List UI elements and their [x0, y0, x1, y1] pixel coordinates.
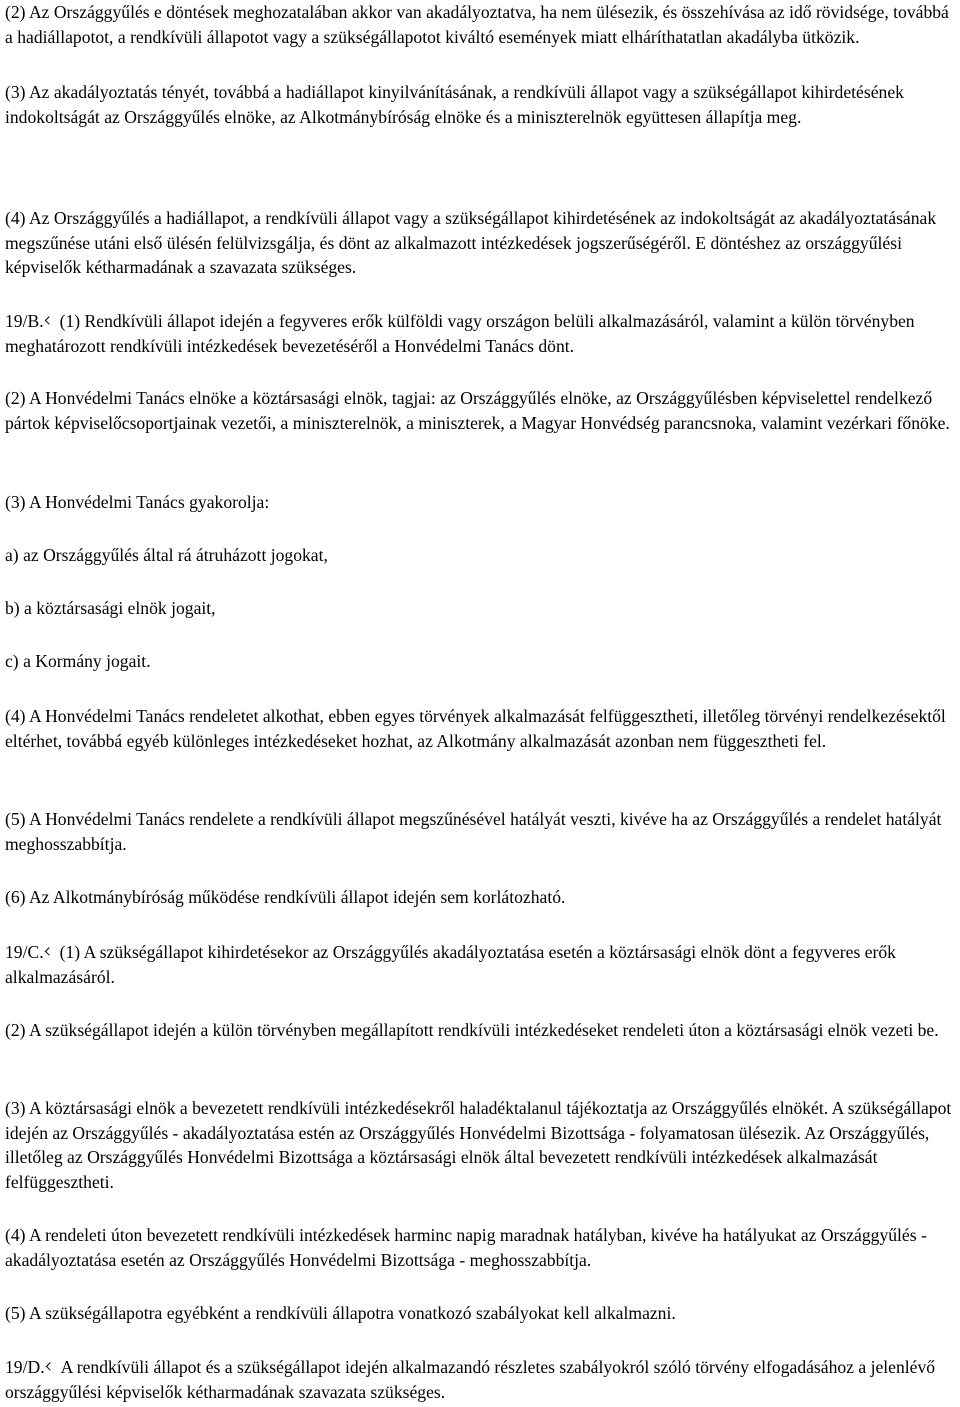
paragraph-text: (5) A szükségállapotra egyébként a rendkívüli állapotra vonatkozó szabályokat kell alkalmazni. [5, 1303, 676, 1323]
paragraph-text: (4) Az Országgyűlés a hadiállapot, a rendkívüli állapot vagy a szükségállapot kihirdetésének az indokoltságát az akadályoztatásának megszűnése utáni első ülésén felülvizsgálja, és dönt az alkalmazott intézkedések jogszerűségéről. E döntéshez az országgyűlési képviselők kétharmadának a szavazata szükséges. [5, 208, 937, 277]
section-number: 19/B. [5, 311, 44, 331]
paragraph-19b-4 [5, 704, 956, 753]
section-marker-icon [46, 316, 52, 326]
paragraph-text: (2) A szükségállapot idején a külön törvényben megállapított rendkívüli intézkedéseket rendeleti úton a köztársasági elnök vezeti be. [5, 1020, 939, 1040]
list-item-b [5, 596, 956, 621]
section-marker-icon [47, 1362, 53, 1372]
paragraph-19a-3 [5, 80, 956, 129]
paragraph-text: (4) A Honvédelmi Tanács rendeletet alkothat, ebben egyes törvények alkalmazását felfüggesztheti, illetőleg törvényi rendelkezésektől eltérhet, továbbá egyéb különleges intézkedéseket hozhat, az Alkotmány alkalmazását azonban nem függesztheti fel. [5, 706, 946, 751]
paragraph-text: (2) A Honvédelmi Tanács elnöke a köztársasági elnök, tagjai: az Országgyűlés elnöke, az Országgyűlésben képviselettel rendelkező pártok képviselőcsoportjainak vezetői, a miniszterelnök, a miniszterek, a Magyar Honvédség parancsnoka, valamint vezérkari főnöke. [5, 388, 950, 433]
paragraph-text: (3) A köztársasági elnök a bevezetett rendkívüli intézkedésekről haladéktalanul tájékoztatja az Országgyűlés elnökét. A szükségállapot idején az Országgyűlés - akadályoztatása estén az Országgyűlés Honvédelmi Bizottsága - folyamatosan ülésezik. Az Országgyűlés, illetőleg az Országgyűlés Honvédelmi Bizottsága a köztársasági elnök által bevezetett rendkívüli intézkedések alkalmazását felfüggesztheti. [5, 1098, 952, 1192]
paragraph-19a-2 [5, 0, 956, 49]
list-item-a [5, 543, 956, 568]
paragraph-text: (4) A rendeleti úton bevezetett rendkívüli intézkedések harminc napig maradnak hatályban, kivéve ha hatályukat az Országgyűlés - akadályoztatása esetén az Országgyűlés Honvédelmi Bizottsága - meghosszabbítja. [5, 1225, 927, 1270]
section-marker-icon [46, 947, 52, 957]
paragraph-text: (2) Az Országgyűlés e döntések meghozatalában akkor van akadályoztatva, ha nem ülésezik, és összehívása az idő rövidsége, továbbá a hadiállapotot, a rendkívüli állapotot vagy a szükségállapotot kiváltó események miatt elháríthatatlan akadályba ütközik. [5, 2, 949, 47]
paragraph-text: A rendkívüli állapot és a szükségállapot idején alkalmazandó részletes szabályokról szóló törvény elfogadásához a jelenlévő országgyűlési képviselők kétharmadának szavazata szükséges. [5, 1357, 936, 1402]
paragraph-19c-2 [5, 1018, 956, 1043]
list-item-c [5, 649, 956, 674]
paragraph-19c-4 [5, 1223, 956, 1272]
paragraph-19b-3 [5, 490, 956, 515]
paragraph-19b-6 [5, 885, 956, 910]
paragraph-text: b) a köztársasági elnök jogait, [5, 598, 216, 618]
paragraph-text: (3) Az akadályoztatás tényét, továbbá a hadiállapot kinyilvánításának, a rendkívüli állapot vagy a szükségállapot kihirdetésének indokoltságát az Országgyűlés elnöke, az Alkotmánybíróság elnöke és a miniszterelnök együttesen állapítja meg. [5, 82, 904, 127]
paragraph-text: (1) A szükségállapot kihirdetésekor az Országgyűlés akadályoztatása esetén a köztársasági elnök dönt a fegyveres erők alkalmazásáról. [5, 942, 896, 987]
paragraph-19a-4 [5, 206, 956, 280]
paragraph-text: (5) A Honvédelmi Tanács rendelete a rendkívüli állapot megszűnésével hatályát veszti, kivéve ha az Országgyűlés a rendelet hatályát meghosszabbítja. [5, 809, 942, 854]
paragraph-text: (3) A Honvédelmi Tanács gyakorolja: [5, 492, 270, 512]
paragraph-19b-1 [5, 309, 956, 358]
paragraph-text: c) a Kormány jogait. [5, 651, 151, 671]
paragraph-19c-5 [5, 1301, 956, 1326]
section-number: 19/C. [5, 942, 44, 962]
section-number: 19/D. [5, 1357, 45, 1377]
paragraph-19b-2 [5, 386, 956, 435]
paragraph-text: (6) Az Alkotmánybíróság működése rendkívüli állapot idején sem korlátozható. [5, 887, 566, 907]
paragraph-text: a) az Országgyűlés által rá átruházott jogokat, [5, 545, 328, 565]
paragraph-19c-1 [5, 940, 956, 989]
paragraph-19b-5 [5, 807, 956, 856]
paragraph-19d [5, 1355, 956, 1404]
paragraph-text: (1) Rendkívüli állapot idején a fegyveres erők külföldi vagy országon belüli alkalmazásáról, valamint a külön törvényben meghatározott rendkívüli intézkedések bevezetéséről a Honvédelmi Tanács dönt. [5, 311, 915, 356]
paragraph-19c-3 [5, 1096, 956, 1194]
